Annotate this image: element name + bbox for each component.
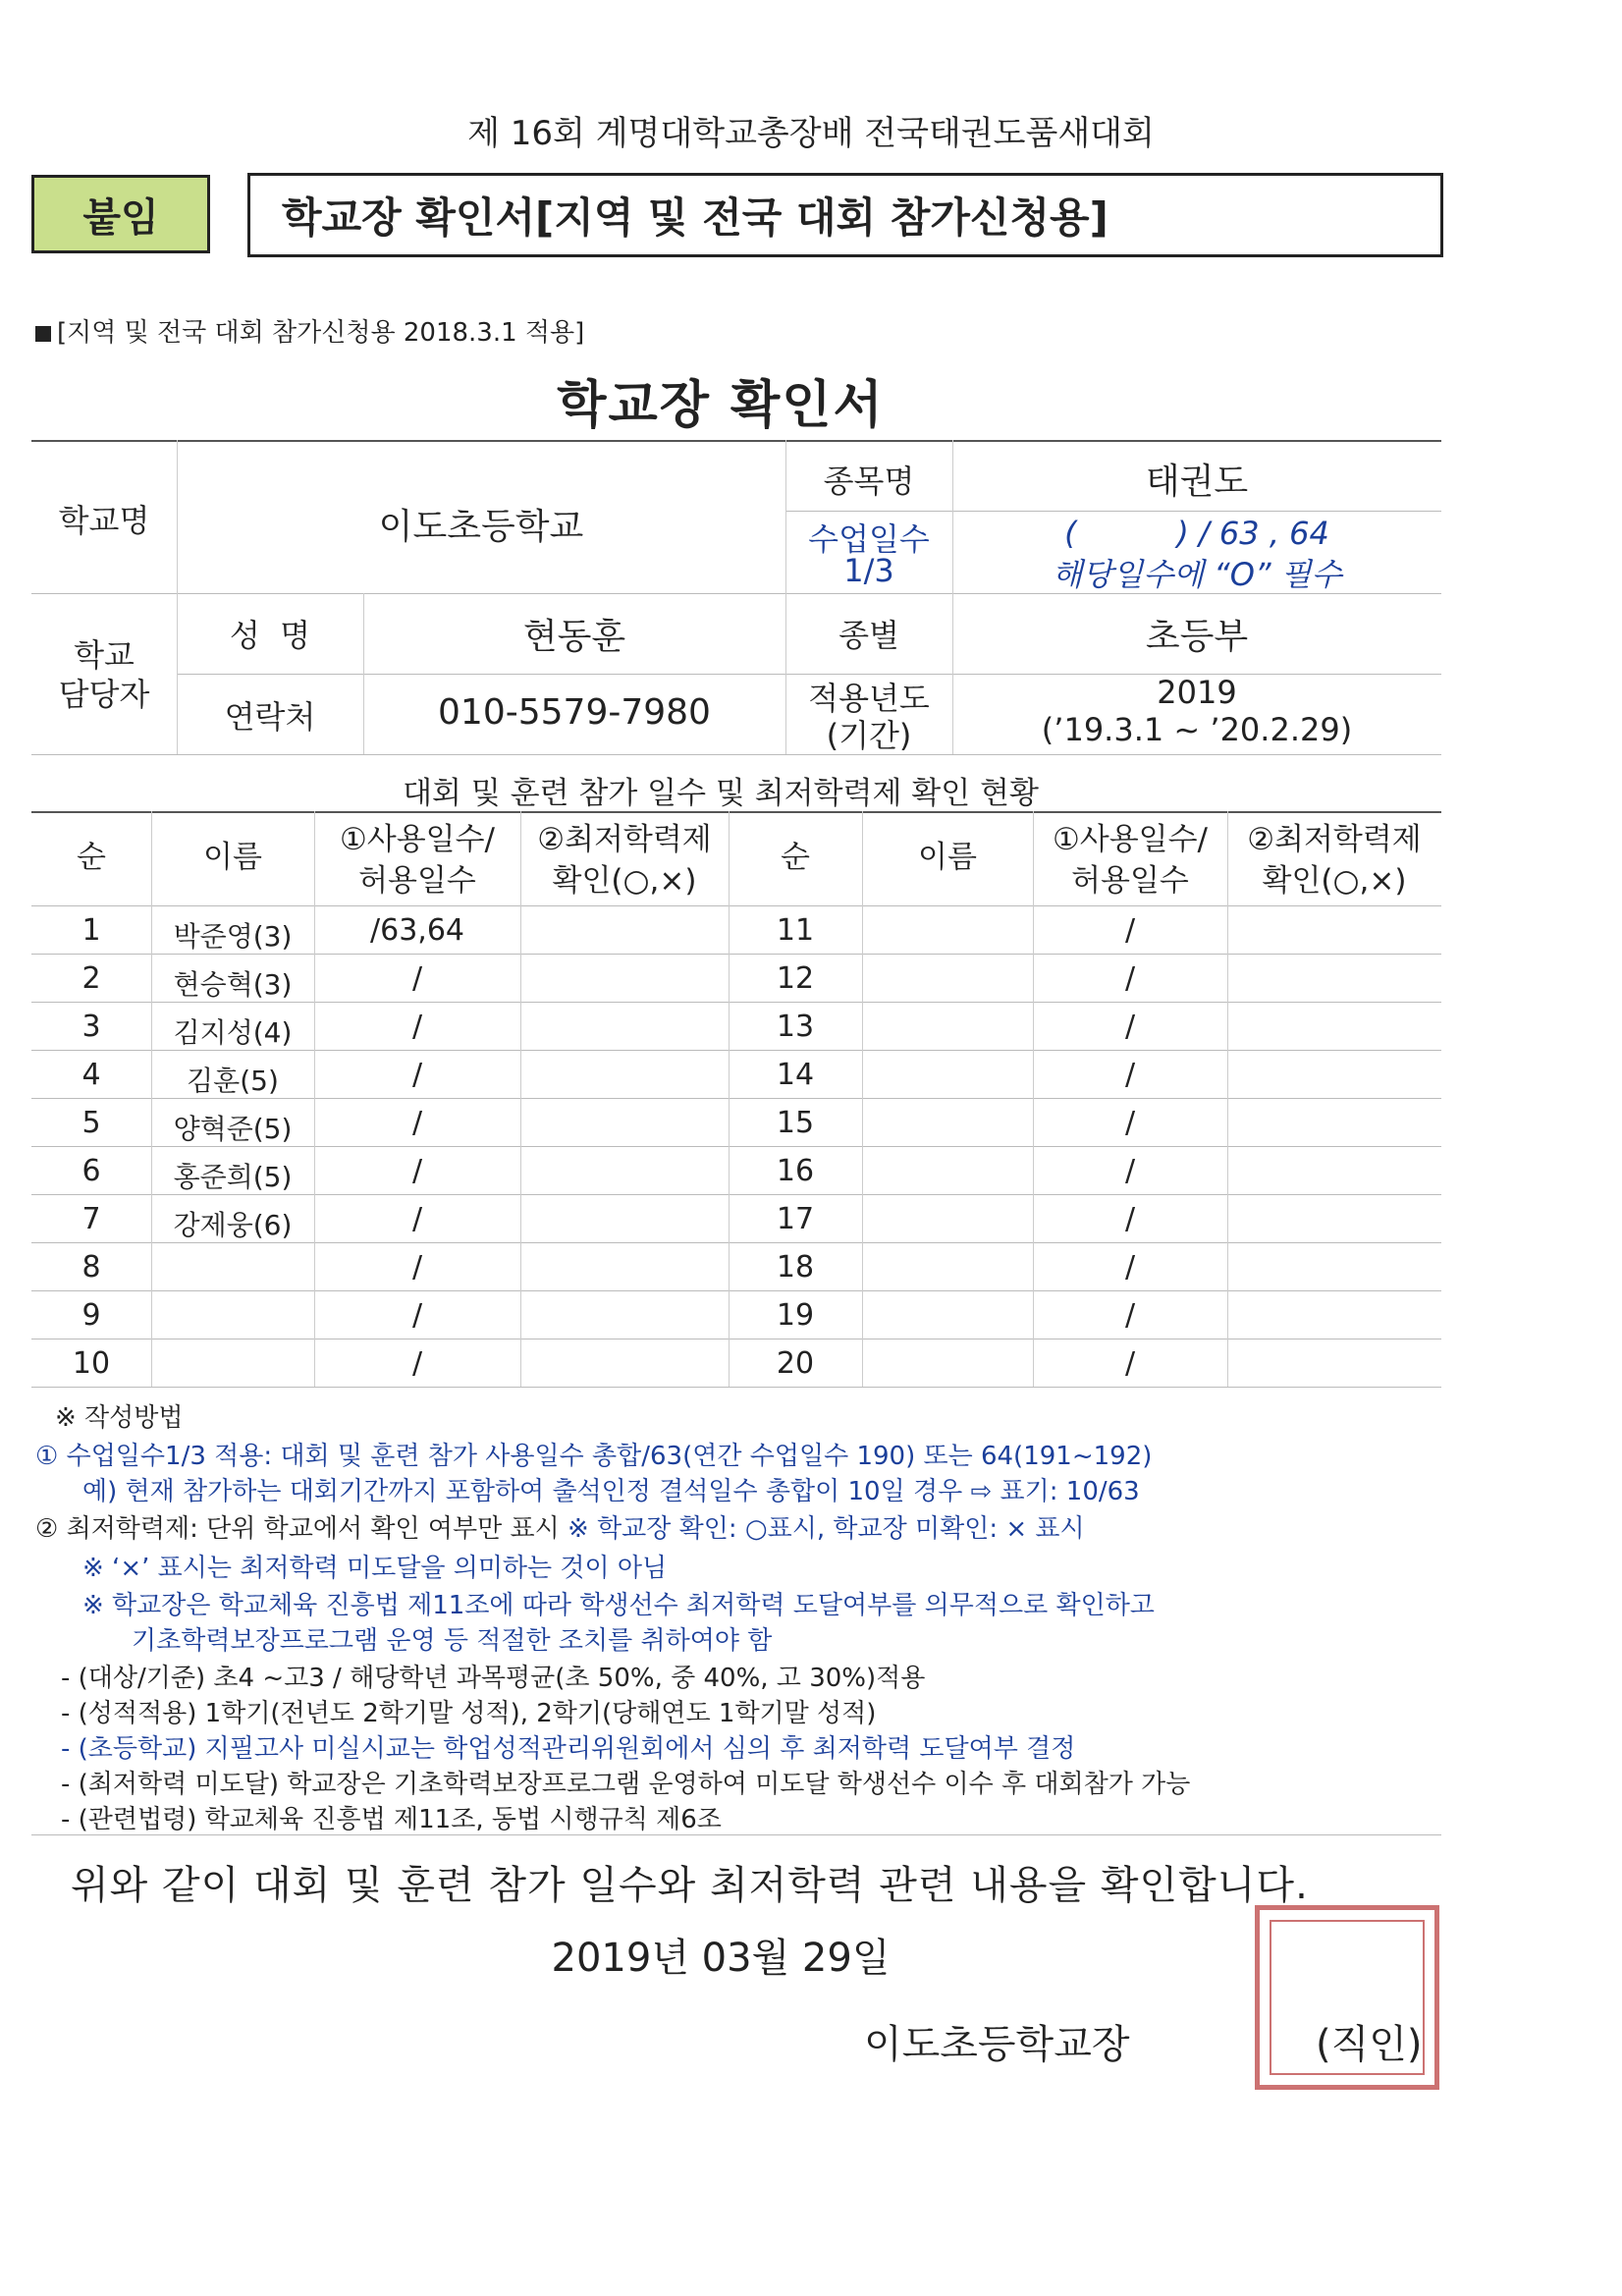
period-value: (’19.3.1 ~ ’20.2.29) (1041, 711, 1353, 748)
days-note: 해당일수에 “O” 필수 (1052, 556, 1342, 593)
header-days-left-1: ①사용일수/ (339, 822, 496, 857)
instruction-1a: ① 수업일수1/3 적용: 대회 및 훈련 참가 사용일수 총합/63(연간 수업일수 190) 또는 64(191~192) (35, 1442, 1153, 1471)
participant-days: / (1124, 1154, 1136, 1188)
participant-days: / (1124, 1202, 1136, 1236)
participant-num: 3 (81, 1010, 101, 1044)
participant-name: 홍준희(5) (173, 1161, 293, 1193)
seal-label: (직인) (1316, 2022, 1423, 2067)
table-header-line (31, 905, 1441, 906)
year-label-2: (기간) (826, 717, 912, 754)
participant-days: / (1124, 913, 1136, 948)
header-check-left-2: 확인(○,×) (552, 863, 697, 899)
sport-label: 종목명 (823, 463, 915, 500)
participant-num: 15 (776, 1106, 815, 1140)
sport-value: 태권도 (1145, 462, 1249, 502)
participant-days: / (1124, 1250, 1136, 1285)
instruction-2a (35, 1508, 1085, 1545)
participant-num: 14 (776, 1058, 815, 1092)
participant-days: / (1124, 1010, 1136, 1044)
participant-days: / (411, 1058, 423, 1092)
participant-days: / (1124, 1298, 1136, 1333)
manager-label-2: 담당자 (58, 676, 150, 713)
form-title: 학교장 확인서[지역 및 전국 대회 참가신청용] (247, 173, 1443, 257)
confirmation-text: 위와 같이 대회 및 훈련 참가 일수와 최저학력 관련 내용을 확인합니다. (71, 1863, 1309, 1908)
header-check-right-2: 확인(○,×) (1262, 863, 1407, 899)
year-value: 2019 (1157, 674, 1237, 711)
header-num-left: 순 (77, 840, 106, 875)
participant-days: / (1124, 961, 1136, 996)
info-sport-line (785, 511, 1441, 512)
instruction-bullet-2: - (성적적용) 1학기(전년도 2학기말 성적), 2학기(당해연도 1학기말 성적) (61, 1699, 877, 1728)
participant-num: 17 (776, 1202, 815, 1236)
participant-num: 6 (81, 1154, 101, 1188)
table-column-line (520, 811, 521, 1387)
participant-days: / (1124, 1346, 1136, 1381)
contact-label: 연락처 (224, 698, 316, 736)
participant-days: / (1124, 1106, 1136, 1140)
header-days-left-2: 허용일수 (358, 863, 476, 899)
header-check-left-1: ②최저학력제 (537, 822, 712, 857)
participant-num: 9 (81, 1298, 101, 1333)
instruction-note-2a: ※ 학교장은 학교체육 진흥법 제11조에 따라 학생선수 최저학력 도달여부를 의무적으로 확인하고 (82, 1591, 1155, 1620)
table-column-line (862, 811, 863, 1387)
participant-name: 김훈(5) (187, 1065, 279, 1097)
participant-num: 1 (81, 913, 101, 948)
participation-title: 대회 및 훈련 참가 일수 및 최저학력제 확인 현황 (403, 776, 1039, 811)
participant-days: / (411, 1106, 423, 1140)
participant-num: 19 (776, 1298, 815, 1333)
participant-num: 11 (776, 913, 815, 948)
participant-name: 강제웅(6) (173, 1209, 293, 1241)
instruction-bullet-4: - (최저학력 미도달) 학교장은 기초학력보장프로그램 운영하여 미도달 학생선수 이수 후 대회참가 가능 (61, 1770, 1191, 1799)
participant-num: 18 (776, 1250, 815, 1285)
instruction-note-1: ※ ‘×’ 표시는 최저학력 미도달을 의미하는 것이 아님 (82, 1554, 668, 1583)
participant-name: 양혁준(5) (173, 1113, 293, 1145)
table-bottom-line (31, 1387, 1441, 1388)
participant-num: 10 (72, 1346, 111, 1381)
participant-days: / (1124, 1058, 1136, 1092)
participant-num: 8 (81, 1250, 101, 1285)
square-bullet-icon (35, 326, 51, 342)
instruction-2b-text: ※ 학교장 확인: ○표시, 학교장 미확인: × 표시 (568, 1514, 1085, 1544)
participant-num: 13 (776, 1010, 815, 1044)
contact-value: 010-5579-7980 (438, 692, 711, 733)
instructions-bottom-line (31, 1834, 1441, 1835)
days-label-2: 1/3 (843, 552, 894, 589)
table-column-line (151, 811, 152, 1387)
participant-num: 16 (776, 1154, 815, 1188)
manager-name: 현동훈 (522, 617, 626, 657)
participant-days: / (411, 1346, 423, 1381)
form-note (35, 312, 584, 349)
header-check-right-1: ②최저학력제 (1247, 822, 1422, 857)
info-top-line (31, 440, 1441, 442)
instruction-bullet-3: - (초등학교) 지필고사 미실시교는 학업성적관리위원회에서 심의 후 최저학력 도달여부 결정 (61, 1734, 1076, 1764)
participant-name: 박준영(3) (173, 920, 293, 953)
table-row-line (31, 1290, 1441, 1291)
participant-num: 2 (81, 961, 101, 996)
instruction-2a-text: ② 최저학력제: 단위 학교에서 확인 여부만 표시 (35, 1514, 560, 1544)
participant-days: / (411, 1154, 423, 1188)
participant-days: / (411, 1010, 423, 1044)
school-label: 학교명 (58, 502, 150, 539)
table-top-line (31, 811, 1441, 813)
participant-name: 김지성(4) (173, 1016, 293, 1049)
instruction-bullet-1: - (대상/기준) 초4 ~고3 / 해당학년 과목평균(초 50%, 중 40%, 고 30%)적용 (61, 1664, 926, 1693)
participant-days: / (411, 1250, 423, 1285)
participant-days: /63,64 (370, 913, 464, 948)
document-title: 학교장 확인서 (557, 376, 885, 435)
participant-num: 12 (776, 961, 815, 996)
manager-label-1: 학교 (74, 636, 135, 674)
instruction-bullet-5: - (관련법령) 학교체육 진흥법 제11조, 동법 시행규칙 제6조 (61, 1805, 722, 1834)
name-label: 성 명 (229, 617, 311, 654)
division-value: 초등부 (1145, 617, 1249, 657)
school-name: 이도초등학교 (378, 507, 584, 547)
instructions-heading: ※ 작성방법 (55, 1403, 184, 1433)
instruction-note-2b: 기초학력보장프로그램 운영 등 적절한 조치를 취하여야 함 (132, 1626, 773, 1656)
participant-num: 5 (81, 1106, 101, 1140)
participant-num: 20 (776, 1346, 815, 1381)
header-name-left: 이름 (203, 840, 262, 875)
participant-days: / (411, 1202, 423, 1236)
days-label-1: 수업일수 (808, 520, 930, 558)
event-title: 제 16회 계명대학교총장배 전국태권도품새대회 (467, 114, 1155, 153)
year-label-1: 적용년도 (808, 680, 930, 717)
participant-name: 현승혁(3) (173, 968, 293, 1001)
header-name-right: 이름 (918, 840, 977, 875)
participant-days: / (411, 961, 423, 996)
form-note-text: [지역 및 전국 대회 참가신청용 2018.3.1 적용] (57, 318, 585, 348)
division-label: 종별 (838, 617, 899, 654)
confirmation-date: 2019년 03월 29일 (551, 1936, 891, 1981)
participant-num: 4 (81, 1058, 101, 1092)
header-num-right: 순 (781, 840, 810, 875)
info-bottom-line (31, 754, 1441, 755)
instruction-1b: 예) 현재 참가하는 대회기간까지 포함하여 출석인정 결석일수 총합이 10일 경우 ⇨ 표기: 10/63 (82, 1477, 1140, 1506)
days-value: ( ) / 63 , 64 (1064, 515, 1329, 552)
participant-num: 7 (81, 1202, 101, 1236)
participant-days: / (411, 1298, 423, 1333)
attachment-badge: 붙임 (31, 175, 210, 253)
signer-name: 이도초등학교장 (864, 2022, 1130, 2067)
table-column-line (1227, 811, 1228, 1387)
header-days-right-1: ①사용일수/ (1052, 822, 1209, 857)
header-days-right-2: 허용일수 (1071, 863, 1189, 899)
